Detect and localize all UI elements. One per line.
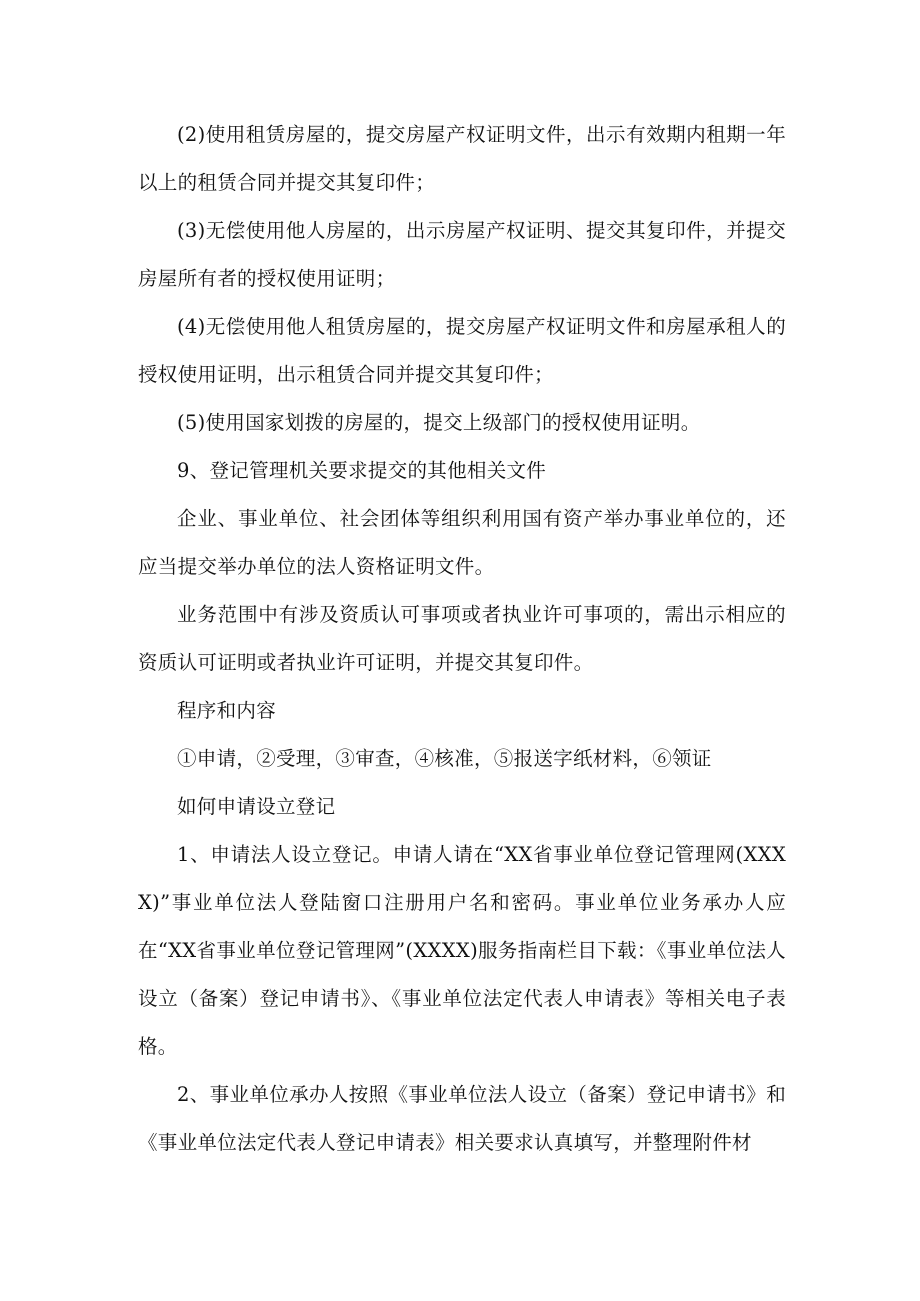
heading-how-to-apply: 如何申请设立登记	[177, 795, 336, 818]
paragraph-free-use-rented-house: (4)无偿使用他人租赁房屋的，提交房屋产权证明文件和房屋承租人的授权使用证明，出示租赁合同并提交其复印件；	[138, 315, 786, 386]
paragraph-state-assets: 企业、事业单位、社会团体等组织利用国有资产举办事业单位的，还应当提交举办单位的法人资格证明文件。	[138, 507, 786, 578]
paragraph-free-use-house: (3)无偿使用他人房屋的，出示房屋产权证明、提交其复印件，并提交房屋所有者的授权使用证明；	[138, 219, 786, 290]
paragraph-other-documents: 9、登记管理机关要求提交的其他相关文件	[177, 459, 547, 482]
paragraph-apply-step-1: 1、申请法人设立登记。申请人请在“XX省事业单位登记管理网(XXXX)”事业单位法人登陆窗口注册用户名和密码。事业单位业务承办人应在“XX省事业单位登记管理网”(XXXX)服务指南栏目下载：《事业单位法人设立（备案）登记申请书》、《事业单位法定代表人申请表》等相关电子表格。	[138, 843, 786, 1058]
paragraph-business-scope: 业务范围中有涉及资质认可事项或者执业许可事项的，需出示相应的资质认可证明或者执业许可证明，并提交其复印件。	[138, 603, 786, 674]
paragraph-rented-house: (2)使用租赁房屋的，提交房屋产权证明文件，出示有效期内租期一年以上的租赁合同并提交其复印件；	[138, 123, 786, 194]
paragraph-apply-step-2: 2、事业单位承办人按照《事业单位法人设立（备案）登记申请书》和《事业单位法定代表人登记申请表》相关要求认真填写，并整理附件材	[138, 1083, 786, 1154]
paragraph-procedure-steps: ①申请，②受理，③审查，④核准，⑤报送字纸材料，⑥领证	[177, 747, 712, 770]
paragraph-state-allocated-house: (5)使用国家划拨的房屋的，提交上级部门的授权使用证明。	[177, 411, 701, 434]
heading-procedure: 程序和内容	[177, 699, 277, 722]
document-body	[138, 111, 786, 1167]
